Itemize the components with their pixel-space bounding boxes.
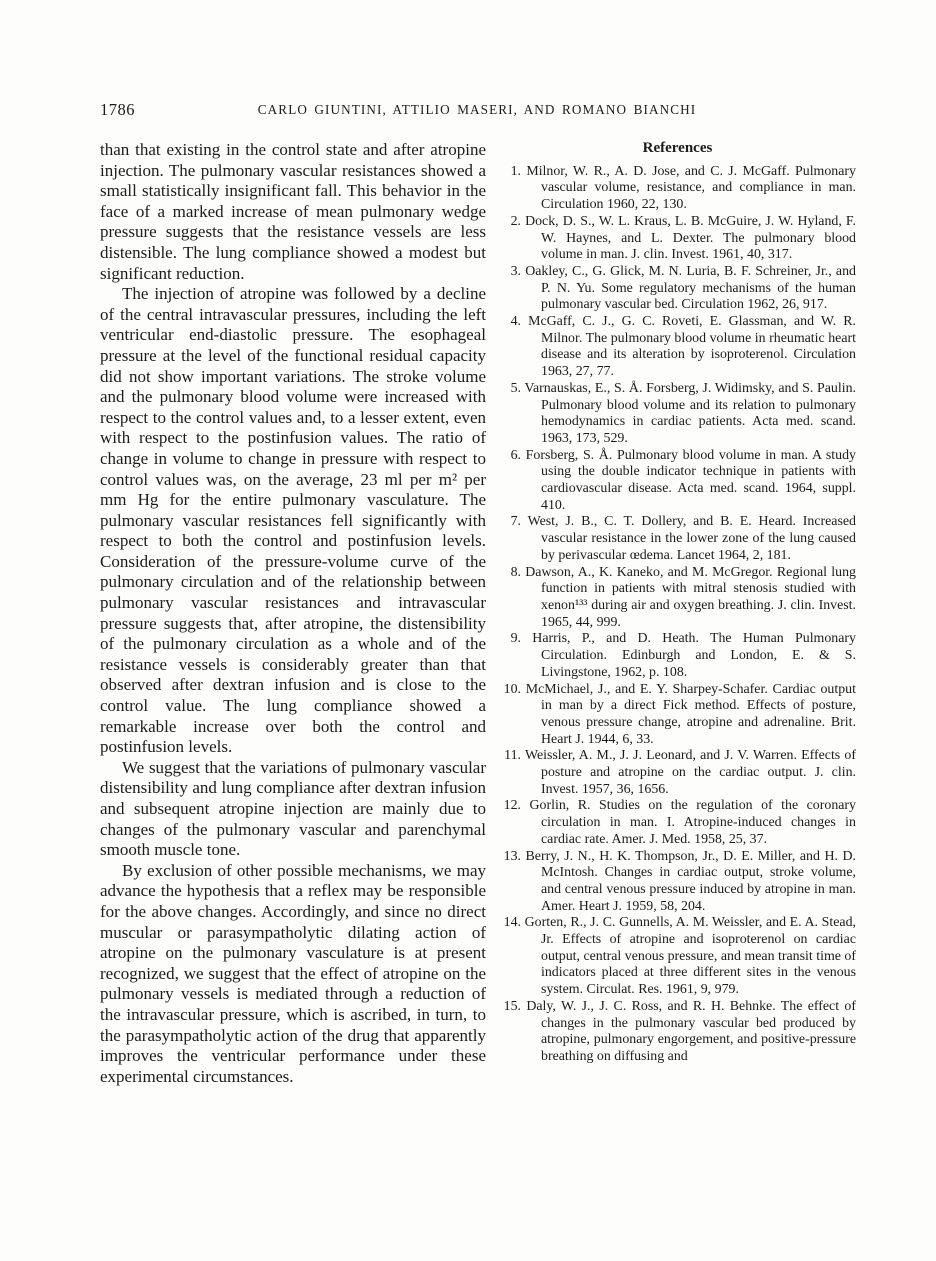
paragraph: We suggest that the variations of pulmonary vascular distensibility and lung compliance after dextran infusion and subsequent atropine injection are mainly due to changes of the pulmonary vascular and parenchymal smooth muscle tone. bbox=[100, 757, 486, 860]
reference-text: Gorlin, R. Studies on the regulation of the coronary circulation in man. I. Atropine-induced changes in cardiac rate. Amer. J. Med. 1958, 25, 37. bbox=[529, 798, 856, 847]
reference-number: 13. bbox=[503, 848, 521, 864]
reference-text: McGaff, C. J., G. C. Roveti, E. Glassman, and W. R. Milnor. The pulmonary blood volume in rheumatic heart disease and its alteration by isoproterenol. Circulation 1963, 27, 77. bbox=[528, 314, 856, 380]
reference-item bbox=[499, 631, 856, 681]
reference-text: Forsberg, S. Å. Pulmonary blood volume in man. A study using the double indicator technique in patients with cardiovascular disease. Acta med. scand. 1964, suppl. 410. bbox=[525, 447, 856, 513]
reference-text: Gorten, R., J. C. Gunnells, A. M. Weissler, and E. A. Stead, Jr. Effects of atropine and isoproterenol on cardiac output, central venous pressure, and mean transit time of indicators placed at three different sites in the venous system. Circulat. Res. 1961, 9, 979. bbox=[524, 915, 856, 998]
reference-item bbox=[499, 999, 856, 1066]
reference-number: 6. bbox=[510, 447, 521, 463]
page-header bbox=[100, 100, 854, 120]
reference-item bbox=[499, 798, 856, 848]
reference-list bbox=[499, 164, 856, 1066]
reference-item bbox=[499, 514, 856, 564]
reference-item bbox=[499, 214, 856, 264]
page-number: 1786 bbox=[100, 100, 135, 119]
references-heading: References bbox=[642, 140, 713, 156]
reference-item bbox=[499, 565, 856, 632]
reference-number: 4. bbox=[510, 314, 521, 330]
reference-text: Berry, J. N., H. K. Thompson, Jr., D. E. Miller, and H. D. McIntosh. Changes in cardiac output, stroke volume, and central venous pressure induced by atropine in man. Amer. Heart J. 1959, 58, 204. bbox=[525, 848, 857, 914]
two-column-body bbox=[100, 140, 856, 1261]
reference-text: Milnor, W. R., A. D. Jose, and C. J. McGaff. Pulmonary vascular volume, resistance, and compliance in man. Circulation 1960, 22, 130. bbox=[526, 163, 856, 213]
reference-number: 11. bbox=[504, 748, 521, 764]
reference-text: Daly, W. J., J. C. Ross, and R. H. Behnke. The effect of changes in the pulmonary vascular bed produced by atropine, pulmonary engorgement, and positive-pressure breathing on diffusing and bbox=[526, 998, 856, 1064]
reference-item bbox=[499, 314, 856, 381]
reference-text: Dawson, A., K. Kaneko, and M. McGregor. Regional lung function in patients with mitral stenosis studied with xenon¹³³ during air and oxygen breathing. J. clin. Invest. 1965, 44, 999. bbox=[525, 564, 856, 630]
reference-text: West, J. B., C. T. Dollery, and B. E. Heard. Increased vascular resistance in the lower zone of the lung caused by perivascular œdema. Lancet 1964, 2, 181. bbox=[527, 514, 856, 563]
reference-item bbox=[499, 748, 856, 798]
reference-text: Varnauskas, E., S. Å. Forsberg, J. Widimsky, and S. Paulin. Pulmonary blood volume and its relation to pulmonary hemodynamics in cardiac patients. Acta med. scand. 1963, 173, 529. bbox=[524, 380, 856, 446]
reference-number: 1. bbox=[510, 163, 521, 179]
reference-item bbox=[499, 448, 856, 515]
left-column bbox=[100, 140, 486, 1261]
reference-item bbox=[499, 164, 856, 214]
reference-item bbox=[499, 381, 856, 448]
reference-number: 9. bbox=[510, 631, 521, 647]
reference-number: 7. bbox=[510, 514, 521, 530]
reference-number: 3. bbox=[510, 263, 521, 279]
reference-number: 8. bbox=[510, 564, 521, 580]
running-head: CARLO GIUNTINI, ATTILIO MASERI, AND ROMANO BIANCHI bbox=[257, 102, 697, 117]
reference-text: Dock, D. S., W. L. Kraus, L. B. McGuire, J. W. Hyland, F. W. Haynes, and L. Dexter. The pulmonary blood volume in man. J. clin. Invest. 1961, 40, 317. bbox=[525, 213, 856, 263]
reference-text: Oakley, C., G. Glick, M. N. Luria, B. F. Schreiner, Jr., and P. N. Yu. Some regulatory mechanisms of the human pulmonary vascular bed. Circulation 1962, 26, 917. bbox=[525, 263, 856, 313]
reference-number: 5. bbox=[510, 380, 521, 396]
reference-item bbox=[499, 915, 856, 999]
right-column bbox=[499, 140, 856, 1261]
reference-text: McMichael, J., and E. Y. Sharpey-Schafer. Cardiac output in man by a direct Fick method. Effects of posture, venous pressure change, atropine and adrenaline. Brit. Heart J. 1944, 6, 33. bbox=[525, 681, 856, 747]
reference-number: 2. bbox=[510, 213, 521, 229]
paragraph: By exclusion of other possible mechanisms, we may advance the hypothesis that a reflex may be responsible for the above changes. Accordingly, and since no direct muscular or parasympatholytic dilating action of atropine on the pulmonary vasculature is at present recognized, we suggest that the effect of atropine on the pulmonary vessels is mediated through a reduction of the intravascular pressure, which is ascribed, in turn, to the parasympatholytic action of the drug that apparently improves the ventricular performance under these experimental circumstances. bbox=[100, 860, 486, 1086]
paragraph: than that existing in the control state and after atropine injection. The pulmonary vascular resistances showed a small statistically insignificant fall. This behavior in the face of a marked increase of mean pulmonary wedge pressure suggests that the resistance vessels are less distensible. The lung compliance showed a modest but significant reduction. bbox=[100, 140, 486, 283]
reference-number: 14. bbox=[503, 915, 521, 931]
reference-text: Harris, P., and D. Heath. The Human Pulmonary Circulation. Edinburgh and London, E. & S. Livingstone, 1962, p. 108. bbox=[532, 631, 856, 680]
reference-text: Weissler, A. M., J. J. Leonard, and J. V. Warren. Effects of posture and atropine on the cardiac output. J. clin. Invest. 1957, 36, 1656. bbox=[524, 748, 856, 797]
reference-item bbox=[499, 682, 856, 749]
reference-number: 10. bbox=[503, 681, 521, 697]
reference-item bbox=[499, 264, 856, 314]
reference-item bbox=[499, 849, 856, 916]
reference-number: 12. bbox=[503, 798, 521, 814]
reference-number: 15. bbox=[503, 998, 521, 1014]
paragraph: The injection of atropine was followed by a decline of the central intravascular pressures, including the left ventricular end-diastolic pressure. The esophageal pressure at the level of the functional residual capacity did not show important variations. The stroke volume and the pulmonary blood volume were increased with respect to the control values and, to a lesser extent, even with respect to the postinfusion values. The ratio of change in volume to change in pressure with respect to control values was, on the average, 23 ml per m² per mm Hg for the entire pulmonary vasculature. The pulmonary vascular resistances fell significantly with respect to both the control and postinfusion levels. Consideration of the pressure-volume curve of the pulmonary circulation and of the relationship between pulmonary vascular resistances and intravascular pressure suggests that, after atropine, the distensibility of the pulmonary circulation as a whole and of the resistance vessels is considerably greater than that observed after dextran infusion and is close to the control value. The lung compliance showed a remarkable increase over both the control and postinfusion levels. bbox=[100, 284, 486, 757]
